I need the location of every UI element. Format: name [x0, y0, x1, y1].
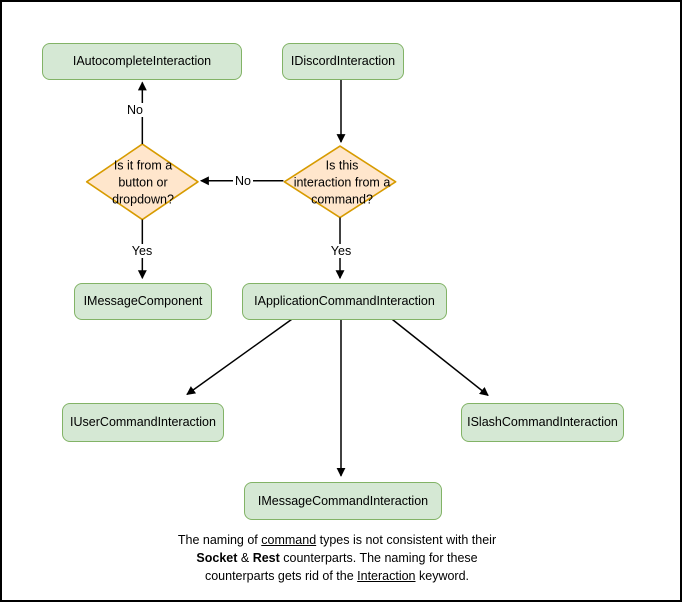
note-line-3: counterparts gets rid of the Interaction keyword.: [204, 569, 470, 583]
node-slash-command-interaction-label: ISlashCommandInteraction: [467, 415, 618, 429]
node-user-command-interaction: [62, 403, 224, 442]
node-application-command-interaction-label: IApplicationCommandInteraction: [254, 294, 435, 308]
node-user-command-interaction-label: IUserCommandInteraction: [70, 415, 216, 429]
decision-line: command?: [311, 192, 373, 207]
edge-application-command-to-user-command: [187, 319, 292, 394]
decision-line: button or: [118, 175, 168, 190]
decision-line: Is it from a: [113, 158, 173, 173]
decision-from-command-label: [287, 158, 397, 209]
node-application-command-interaction: [242, 283, 447, 320]
edge-label-yes-right: Yes: [330, 244, 352, 258]
edge-label-yes-left: Yes: [131, 244, 153, 258]
node-discord-interaction: [282, 43, 404, 80]
node-slash-command-interaction: [461, 403, 624, 442]
edge-label-no-top: No: [127, 103, 143, 117]
node-message-component-label: IMessageComponent: [83, 294, 203, 308]
decision-line: dropdown?: [112, 192, 174, 207]
node-message-command-interaction-label: IMessageCommandInteraction: [257, 493, 429, 508]
node-discord-interaction-label: IDiscordInteraction: [290, 54, 396, 68]
decision-line: interaction from a: [293, 175, 391, 190]
note-line-2: Socket & Rest counterparts. The naming for these: [196, 551, 478, 565]
edge-application-command-to-slash-command: [392, 319, 488, 395]
decision-line: Is this: [325, 158, 359, 173]
node-autocomplete-interaction-label: IAutocompleteInteraction: [72, 54, 212, 68]
edge-label-no-middle: No: [235, 174, 251, 188]
note-line-1: The naming of command types is not consistent with their: [177, 533, 497, 547]
node-message-component: [74, 283, 212, 320]
node-autocomplete-interaction: [42, 43, 242, 80]
note-text: [132, 531, 542, 585]
decision-button-dropdown-label: [98, 158, 188, 209]
node-message-command-interaction: [244, 482, 442, 520]
